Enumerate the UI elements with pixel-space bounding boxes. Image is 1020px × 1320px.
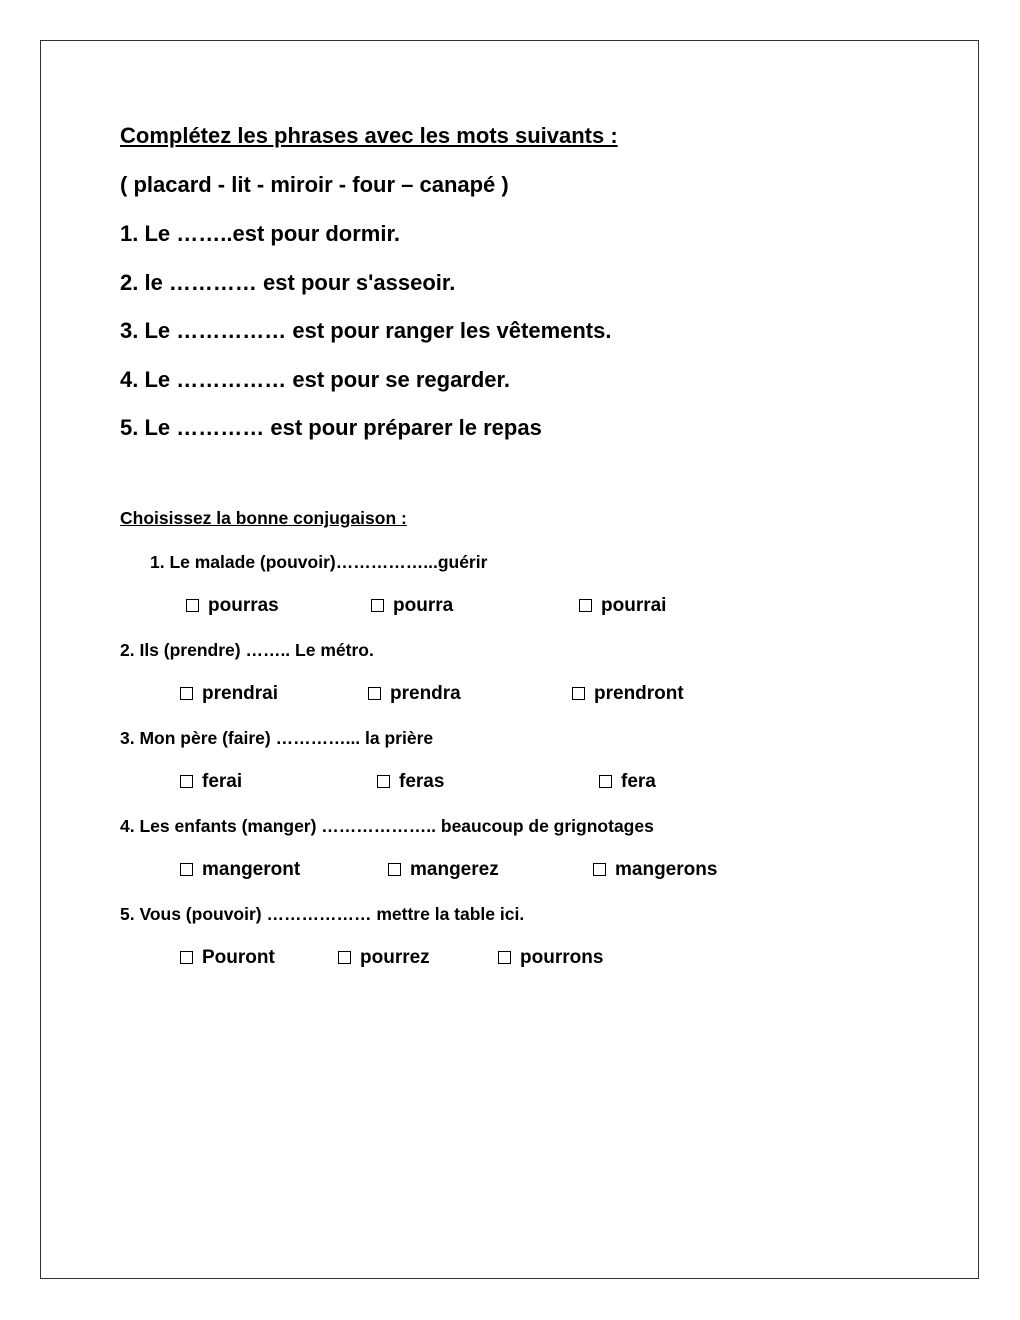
option-label: pourrez (360, 947, 430, 968)
option-q1-a[interactable] (186, 595, 279, 617)
question-3: 3. Mon père (faire) …………... la prière (120, 728, 434, 748)
checkbox-icon[interactable] (498, 951, 511, 964)
option-q2-c[interactable] (572, 683, 684, 705)
option-label: ferai (202, 771, 243, 792)
option-q2-a[interactable] (180, 683, 278, 705)
option-label: mangerez (410, 859, 499, 880)
word-bank: ( placard - lit - miroir - four – canapé ) (120, 172, 509, 197)
option-q3-c[interactable] (599, 771, 656, 793)
option-q5-c[interactable] (498, 947, 603, 969)
option-label: prendront (594, 683, 684, 704)
sentence-2: 2. le ………… est pour s'asseoir. (120, 270, 456, 295)
checkbox-icon[interactable] (338, 951, 351, 964)
checkbox-icon[interactable] (180, 687, 193, 700)
exercise2-title: Choisissez la bonne conjugaison : (120, 508, 407, 528)
option-label: prendrai (202, 683, 279, 704)
option-q3-a[interactable] (180, 771, 242, 793)
option-label: pourra (393, 595, 454, 616)
option-label: mangeront (202, 859, 301, 880)
option-q3-b[interactable] (377, 771, 444, 793)
option-q4-a[interactable] (180, 859, 300, 881)
checkbox-icon[interactable] (180, 775, 193, 788)
option-label: feras (399, 771, 445, 792)
option-q5-a[interactable] (180, 947, 275, 969)
question-4: 4. Les enfants (manger) ……………….. beaucoup de grignotages (120, 816, 654, 836)
option-label: mangerons (615, 859, 718, 880)
checkbox-icon[interactable] (371, 599, 384, 612)
checkbox-icon[interactable] (377, 775, 390, 788)
checkbox-icon[interactable] (180, 863, 193, 876)
checkbox-icon[interactable] (388, 863, 401, 876)
option-q4-b[interactable] (388, 859, 499, 881)
exercise1-title: Complétez les phrases avec les mots suivants : (120, 123, 618, 148)
option-label: fera (621, 771, 656, 792)
sentence-3: 3. Le …………… est pour ranger les vêtements. (120, 318, 612, 343)
option-label: pourrons (520, 947, 604, 968)
checkbox-icon[interactable] (599, 775, 612, 788)
checkbox-icon[interactable] (593, 863, 606, 876)
sentence-4: 4. Le …………… est pour se regarder. (120, 367, 511, 392)
option-q1-c[interactable] (579, 595, 666, 617)
option-q5-b[interactable] (338, 947, 430, 969)
checkbox-icon[interactable] (180, 951, 193, 964)
sentence-5: 5. Le ………… est pour préparer le repas (120, 415, 542, 440)
checkbox-icon[interactable] (579, 599, 592, 612)
checkbox-icon[interactable] (572, 687, 585, 700)
option-q4-c[interactable] (593, 859, 717, 881)
checkbox-icon[interactable] (368, 687, 381, 700)
question-5: 5. Vous (pouvoir) ……………… mettre la table ici. (120, 904, 525, 924)
option-q2-b[interactable] (368, 683, 461, 705)
option-label: pourrai (601, 595, 667, 616)
checkbox-icon[interactable] (186, 599, 199, 612)
option-label: Pouront (202, 947, 275, 968)
question-2: 2. Ils (prendre) …….. Le métro. (120, 640, 374, 660)
question-1: 1. Le malade (pouvoir)……………...guérir (150, 552, 488, 572)
option-q1-b[interactable] (371, 595, 453, 617)
option-label: prendra (390, 683, 461, 704)
option-label: pourras (208, 595, 279, 616)
sentence-1: 1. Le ……..est pour dormir. (120, 221, 400, 246)
